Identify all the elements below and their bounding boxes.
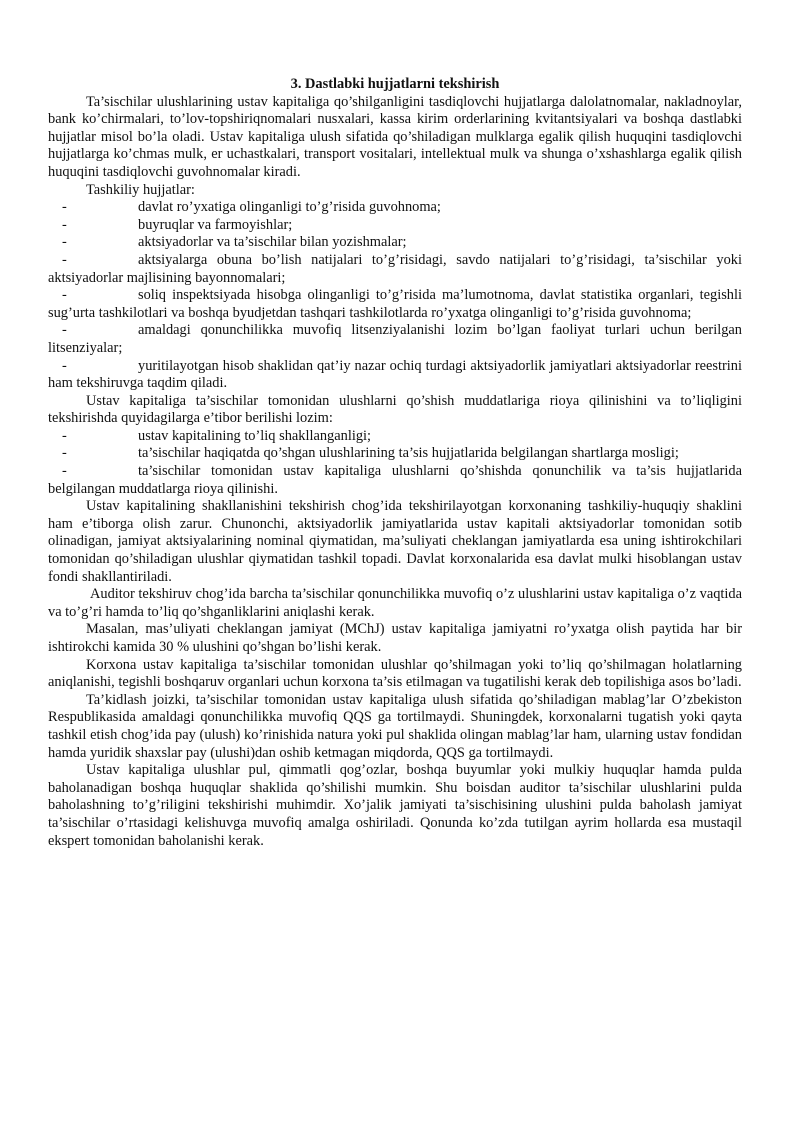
timing-intro-paragraph: Ustav kapitaliga ta’sischilar tomonidan ulushlarni qo’shish muddatlariga rioya qilinishini va to’liqligini tekshirishda quyidagilarga e’tibor berilishi lozim:: [48, 392, 742, 427]
dash-bullet: -: [62, 427, 67, 444]
intro-paragraph: Ta’sischilar ulushlarining ustav kapitaliga qo’shilganligini tasdiqlovchi hujjatlarga dalolatnomalar, nakladnoylar, bank ko’chirmalari, to’lov-topshiriqnomalari nusxalari, kassa kirim orderlarining kvitantsiyalari va boshqa dastlabki hujjatlar misol bo’la oladi. Ustav kapitaliga ulush sifatida qo’shiladigan mulklarga egalik qilish huquqini tasdiqlovchi hujjatlarga ko’chmas mulk, er uchastkalari, transport vositalari, intellektual mulk va shunga o’xshashlarga egalik qilish huquqini tasdiqlovchi guvohnomalar kiradi.: [48, 93, 742, 180]
list-item: [48, 252, 742, 287]
list-item-text: soliq inspektsiyada hisobga olinganligi to’g’risida ma’lumotnoma, davlat statistika organlari, tegishli sug’urta tashkilotlari va boshqa byudjetdan tashqari tashkilotlarda ro’yxatga olinganligi to’g’risida guvohnoma;: [48, 287, 742, 321]
dash-bullet: -: [62, 234, 67, 251]
list-item: [48, 428, 742, 446]
body-paragraph: Ustav kapitaliga ulushlar pul, qimmatli qog’ozlar, boshqa buyumlar yoki mulkiy huquqlar hamda pulda baholanadigan boshqa huquqlar shaklida qo’shilishi mumkin. Shu boisdan auditor ta’sischilar ulushlarini pulda baholashning to’g’riligini tekshirishi muhimdir. Xo’jalik jamiyati ta’sischisining ulushini pulda baholash jamiyat ta’sischilar o’rtasidagi kelishuvga muvofiq amalga oshiriladi. Qonunda ko’zda tutilgan ayrim hollarda esa mustaqil ekspert tomonidan baholanishi kerak.: [48, 762, 742, 849]
dash-bullet: -: [62, 199, 67, 216]
dash-bullet: -: [62, 463, 67, 480]
body-paragraph: Ustav kapitalining shakllanishini tekshirish chog’ida tekshirilayotgan korxonaning tashkiliy-huquqiy shaklini ham e’tiborga olish zarur. Chunonchi, aktsiyadorlik jamiyatlarida ustav kapitali aktsiyadorlar tomonidan sotib olinadigan, jamiyat aktsiyalarining nominal qiymatidan, ma’suliyati cheklangan jamiyatlarda esa uning ishtirokchilari tomonidan qo’shiladigan ulushlar qiymatidan tashkil topadi. Davlat korxonalarida esa davlat mulki hisoblangan ustav fondi shakllantiriladi.: [48, 498, 742, 585]
list-item: [48, 199, 742, 217]
dash-bullet: -: [62, 445, 67, 462]
list-item-text: aktsiyalarga obuna bo’lish natijalari to’g’risidagi, savdo natijalari to’g’risidagi, ta’sischilar yoki aktsiyadorlar majlisining bayonnomalari;: [48, 251, 742, 286]
body-paragraph: Auditor tekshiruv chog’ida barcha ta’sischilar qonunchilikka muvofiq o’z ulushlarini ustav kapitaliga o’z vaqtida va to’g’ri hamda to’liq qo’shganliklarini aniqlashi kerak.: [48, 586, 742, 620]
section-title: 3. Dastlabki hujjatlarni tekshirish: [290, 76, 500, 92]
list-item-text: ta’sischilar tomonidan ustav kapitaliga ulushlarni qo’shishda qonunchilik va ta’sis hujjatlarida belgilangan muddatlarga rioya qilinishi.: [48, 463, 742, 497]
list-item-text: davlat ro’yxatiga olinganligi to’g’risida guvohnoma;: [138, 199, 441, 216]
list-item: [48, 287, 742, 322]
list-item: [48, 217, 742, 235]
body-paragraph: Masalan, mas’uliyati cheklangan jamiyat (MChJ) ustav kapitaliga jamiyatni ro’yxatga olish paytida har bir ishtirokchi kamida 30 % ulushini qo’shgan bo’lishi kerak.: [48, 621, 742, 655]
dash-bullet: -: [62, 357, 67, 374]
list-item: [48, 463, 742, 498]
list-item-text: yuritilayotgan hisob shaklidan qat’iy nazar ochiq turdagi aktsiyadorlik jamiyatlari aktsiyadorlar reestrini ham tekshiruvga taqdim qiladi.: [48, 357, 742, 392]
dash-bullet: -: [62, 322, 67, 339]
org-docs-label: Tashkiliy hujjatlar:: [86, 181, 195, 198]
dash-bullet: -: [62, 216, 67, 233]
timing-list: [48, 428, 742, 498]
dash-bullet: -: [62, 251, 67, 268]
list-item-text: amaldagi qonunchilikka muvofiq litsenziyalanishi lozim bo’lgan faoliyat turlari uchun berilgan litsenziyalar;: [48, 322, 742, 356]
list-item-text: buyruqlar va farmoyishlar;: [138, 216, 293, 233]
body-paragraph: Korxona ustav kapitaliga ta’sischilar tomonidan ulushlar qo’shilmagan yoki to’liq qo’shilmagan holatlarning aniqlanishi, tegishli boshqaruv organlari uchun korxona ta’sis etilmagan va tugatilishi kerak deb topilishiga asos bo’ladi.: [48, 656, 742, 691]
list-item-text: ustav kapitalining to’liq shakllanganligi;: [138, 427, 372, 444]
list-item: [48, 358, 742, 393]
document-page: [48, 76, 742, 850]
list-item-text: aktsiyadorlar va ta’sischilar bilan yozishmalar;: [138, 234, 407, 251]
org-docs-list: [48, 199, 742, 393]
list-item: [48, 322, 742, 357]
dash-bullet: -: [62, 287, 67, 304]
list-item: [48, 445, 742, 463]
list-item: [48, 234, 742, 252]
list-item-text: ta’sischilar haqiqatda qo’shgan ulushlarining ta’sis hujjatlarida belgilangan shartlarga mosligi;: [138, 445, 679, 462]
body-paragraph: Ta’kidlash joizki, ta’sischilar tomonidan ustav kapitaliga ulush sifatida qo’shiladigan mablag’lar O’zbekiston Respublikasida amaldagi qonunchilikka muvofiq QQS ga tortilmaydi. Shuningdek, korxonalarni tugatish yoki qayta tashkil etish chog’ida pay (ulush) ko’rinishida natura yoki pul shaklida olingan mablag’lar ham, ularning ustav fondidan hamda yuridik shaxslar pay (ulushi)dan oshib ketmagan miqdorda, QQS ga tortilmaydi.: [48, 691, 742, 761]
